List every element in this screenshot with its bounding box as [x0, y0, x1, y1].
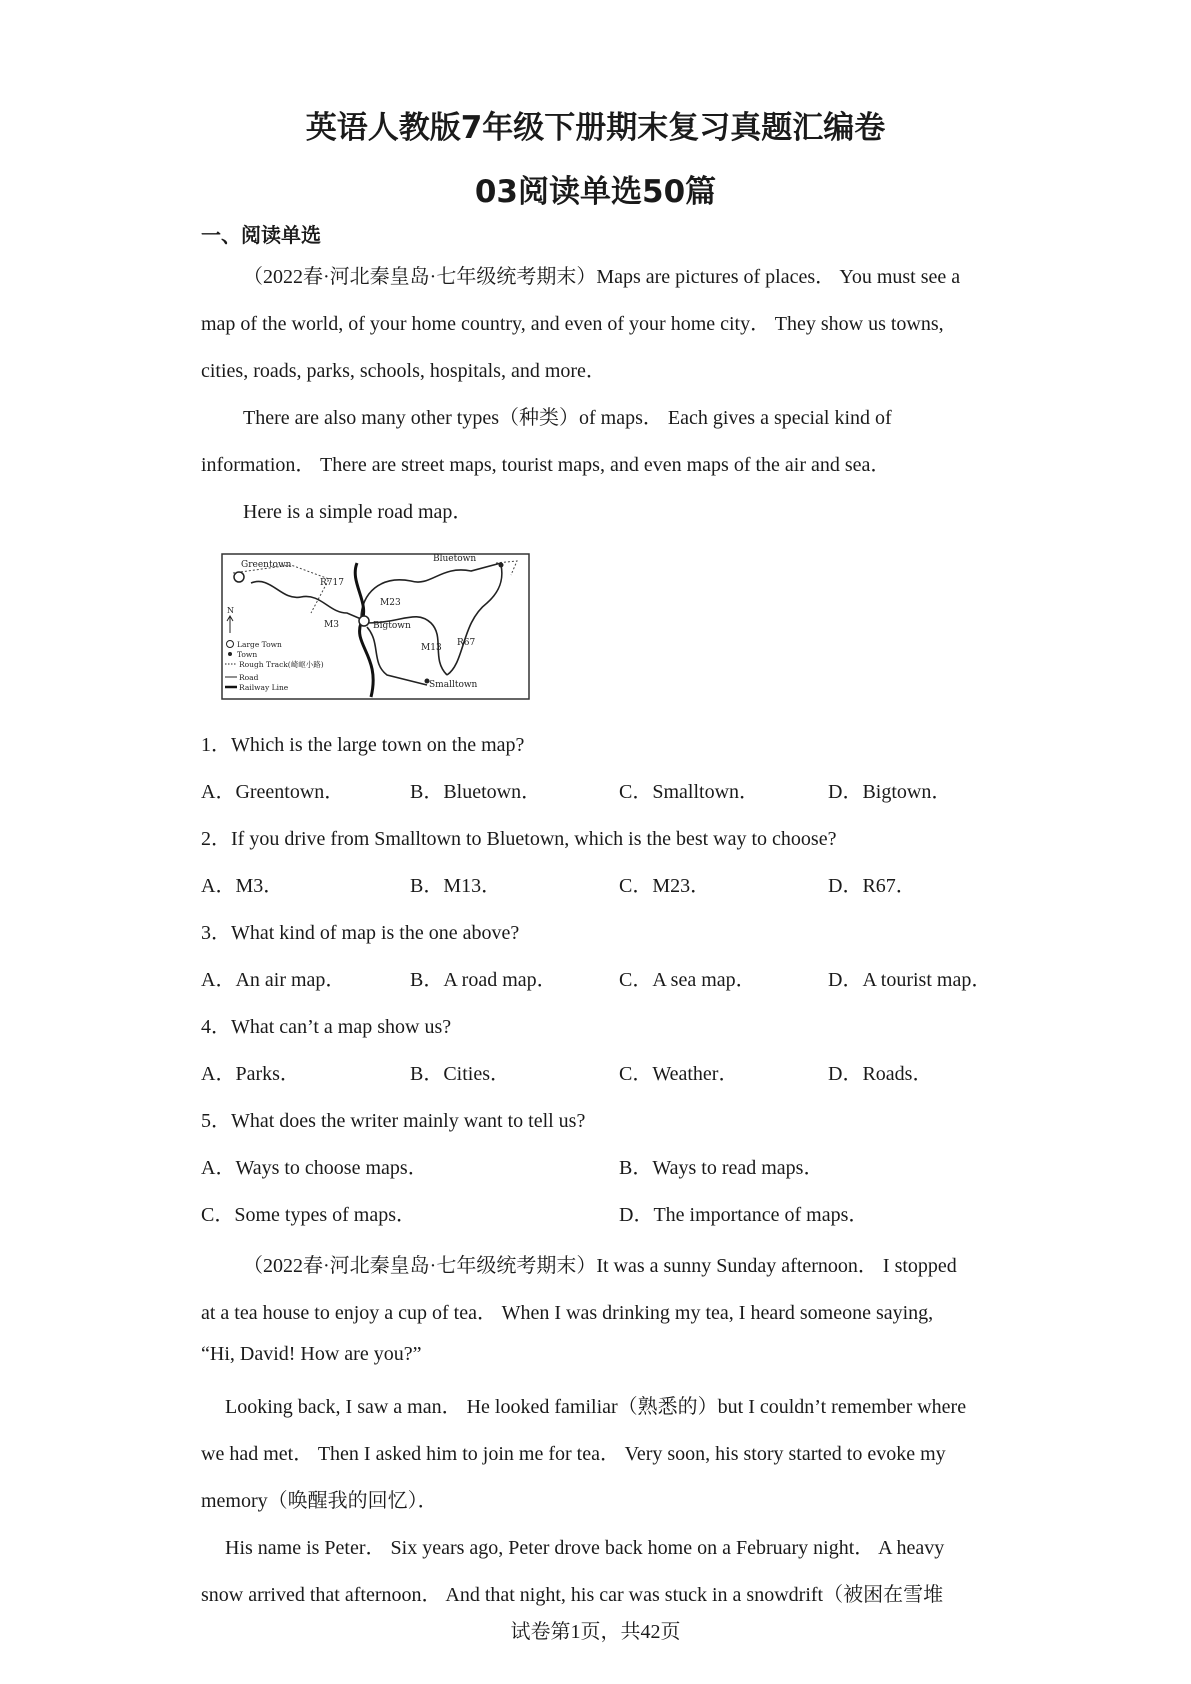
legend-town-icon	[228, 652, 232, 656]
page-footer: 试卷第1页，共42页	[510, 1621, 681, 1643]
legend-label: Rough Track(崎岖小路)	[239, 660, 324, 669]
map-label: Bigtown	[373, 621, 411, 631]
passage-line: at a tea house to enjoy a cup of tea． When I was drinking my tea, I heard someone saying,	[201, 1302, 934, 1324]
answer-option[interactable]: D．A tourist map．	[828, 969, 992, 991]
passage-line: （2022春·河北秦皇岛·七年级统考期末）It was a sunny Sunday afternoon． I stopped	[243, 1255, 957, 1277]
legend-label: Large Town	[237, 640, 282, 649]
passage-line: （2022春·河北秦皇岛·七年级统考期末）Maps are pictures of places． You must see a	[243, 266, 961, 288]
passage-line: There are also many other types（种类）of maps． Each gives a special kind of	[243, 407, 892, 429]
legend-label: Railway Line	[239, 683, 289, 692]
answer-option[interactable]: A．An air map．	[201, 969, 346, 991]
answer-option[interactable]: D．R67．	[828, 875, 916, 897]
bluetown-marker	[499, 563, 504, 568]
map-label: R717	[320, 578, 344, 588]
question-text: 5．What does the writer mainly want to tell us?	[201, 1110, 586, 1132]
passage-line: map of the world, of your home country, and even of your home city． They show us towns,	[201, 313, 944, 335]
answer-option[interactable]: C．M23．	[619, 875, 711, 897]
map-label: M23	[380, 598, 401, 608]
passage-line: snow arrived that afternoon． And that night, his car was stuck in a snowdrift（被困在雪堆	[201, 1584, 944, 1606]
passage-line: “Hi, David! How are you?”	[201, 1343, 422, 1365]
answer-option[interactable]: B．Cities．	[410, 1063, 511, 1085]
answer-option[interactable]: A．M3．	[201, 875, 284, 897]
greentown-marker	[234, 572, 244, 582]
passage-line: Looking back, I saw a man． He looked familiar（熟悉的）but I couldn’t remember where	[225, 1396, 967, 1418]
answer-option[interactable]: A．Parks．	[201, 1063, 300, 1085]
answer-option[interactable]: D．Bigtown．	[828, 781, 952, 803]
legend-label: Road	[239, 673, 259, 682]
question-text: 3．What kind of map is the one above?	[201, 922, 520, 944]
passage-line: we had met． Then I asked him to join me for tea． Very soon, his story started to evoke my	[201, 1443, 946, 1465]
legend-large-town-icon	[227, 641, 234, 648]
map-label: Greentown	[241, 560, 292, 570]
passage-line: information． There are street maps, tourist maps, and even maps of the air and sea．	[201, 454, 891, 476]
passage-line: His name is Peter． Six years ago, Peter drove back home on a February night． A heavy	[225, 1537, 945, 1559]
answer-option[interactable]: D．The importance of maps．	[619, 1204, 869, 1226]
passage-line: memory（唤醒我的回忆）．	[201, 1490, 438, 1512]
answer-option[interactable]: B．A road map．	[410, 969, 557, 991]
map-label: M3	[324, 620, 339, 630]
answer-option[interactable]: C．A sea map．	[619, 969, 756, 991]
section-title: 一、阅读单选	[201, 223, 321, 247]
answer-option[interactable]: C．Weather．	[619, 1063, 739, 1085]
bigtown-marker	[359, 616, 369, 626]
answer-option[interactable]: B．Bluetown．	[410, 781, 542, 803]
page-subtitle: 03阅读单选50篇	[474, 174, 717, 210]
map-label: M13	[421, 643, 442, 653]
passage-line: Here is a simple road map．	[243, 501, 473, 523]
question-text: 2．If you drive from Smalltown to Bluetown, which is the best way to choose?	[201, 828, 837, 850]
legend-label: Town	[237, 650, 258, 659]
answer-option[interactable]: B．Ways to read maps．	[619, 1157, 824, 1179]
map-label: R67	[457, 638, 476, 648]
answer-option[interactable]: C．Smalltown．	[619, 781, 760, 803]
north-label: N	[227, 606, 234, 615]
passage-line: cities, roads, parks, schools, hospitals, and more．	[201, 360, 606, 382]
page-title: 英语人教版7年级下册期末复习真题汇编卷	[305, 110, 886, 146]
answer-option[interactable]: D．Roads．	[828, 1063, 933, 1085]
question-text: 4．What can’t a map show us?	[201, 1016, 452, 1038]
answer-option[interactable]: C．Some types of maps．	[201, 1204, 416, 1226]
question-text: 1．Which is the large town on the map?	[201, 734, 525, 756]
answer-option[interactable]: B．M13．	[410, 875, 502, 897]
map-label: Bluetown	[433, 554, 477, 564]
answer-option[interactable]: A．Ways to choose maps．	[201, 1157, 428, 1179]
map-label: Smalltown	[429, 680, 478, 690]
answer-option[interactable]: A．Greentown．	[201, 781, 345, 803]
road-map-figure	[221, 553, 530, 700]
